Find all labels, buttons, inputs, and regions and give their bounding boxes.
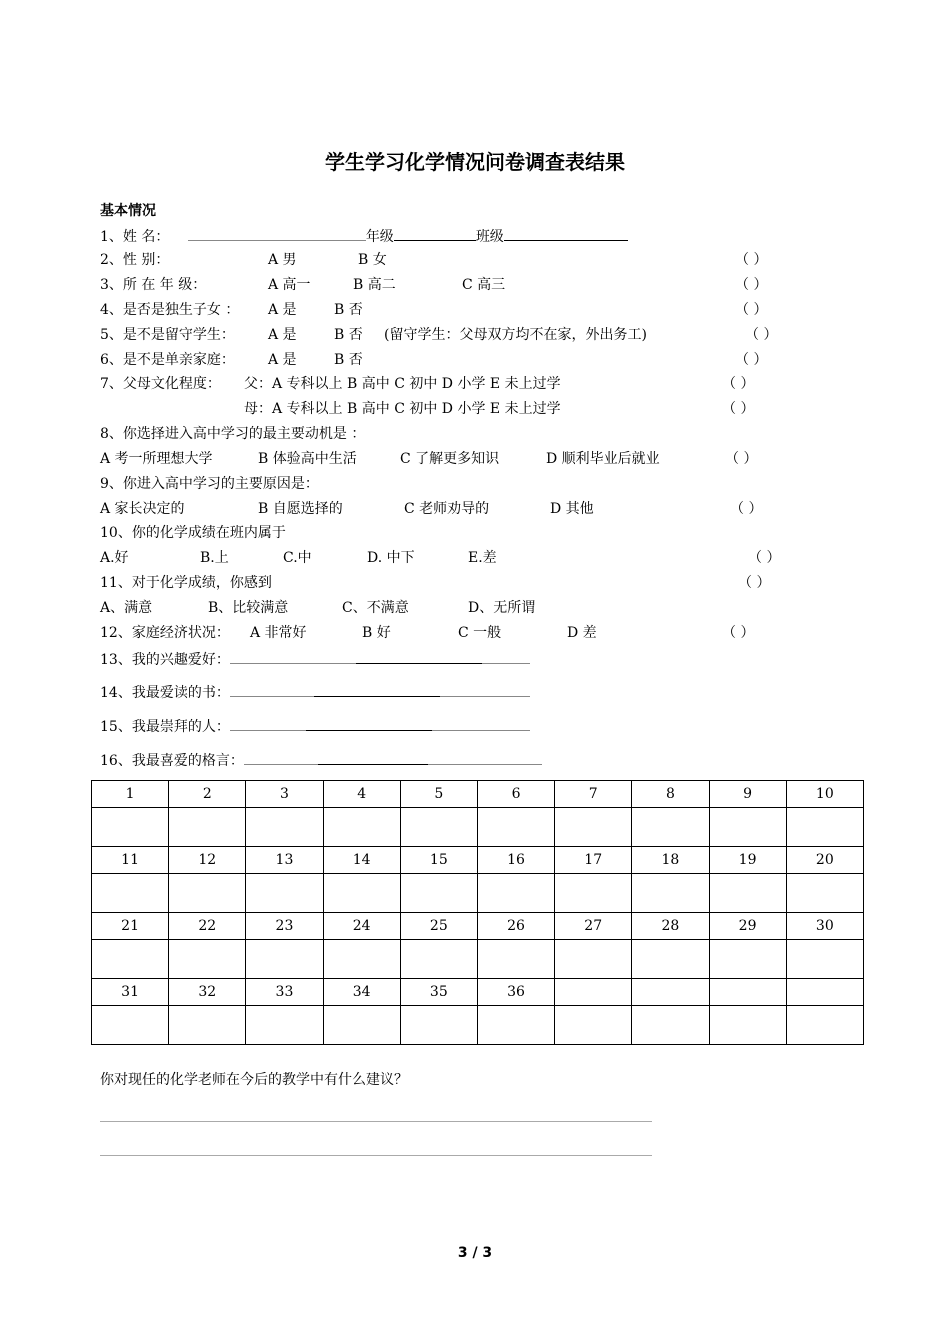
grid-answer-cell[interactable] — [323, 808, 400, 847]
question-5: 5、是不是留守学生： — [100, 327, 235, 343]
grid-number-cell: 11 — [92, 847, 169, 874]
q8-option-d[interactable]: D 顺利毕业后就业 — [546, 451, 660, 467]
grid-answer-cell[interactable] — [477, 1006, 554, 1045]
grid-answer-cell[interactable] — [632, 1006, 709, 1045]
q12-option-d[interactable]: D 差 — [567, 625, 597, 641]
grid-number-cell: 7 — [555, 781, 632, 808]
q7-mother-answer-box[interactable]: （ ） — [722, 401, 755, 417]
q3-option-a[interactable]: A 高一 — [268, 277, 311, 293]
question-7: 7、父母文化程度： — [100, 376, 221, 392]
q3-option-c[interactable]: C 高三 — [462, 277, 506, 293]
grid-answer-cell[interactable] — [555, 1006, 632, 1045]
q3-answer-box[interactable]: （ ） — [735, 277, 768, 293]
q10-option-b[interactable]: B.上 — [200, 550, 229, 566]
q5-answer-box[interactable]: （ ） — [745, 327, 778, 343]
hobby-blank[interactable] — [356, 649, 482, 664]
q5-option-a[interactable]: A 是 — [268, 327, 297, 343]
grid-number-row — [92, 781, 864, 808]
grid-number-cell: 29 — [709, 913, 786, 940]
grid-number-cell: 15 — [400, 847, 477, 874]
grid-number-cell: 35 — [400, 979, 477, 1006]
grid-answer-cell[interactable] — [555, 874, 632, 913]
grid-answer-cell[interactable] — [92, 940, 169, 979]
q10-option-e[interactable]: E.差 — [468, 550, 497, 566]
grid-answer-cell[interactable] — [400, 940, 477, 979]
q3-option-b[interactable]: B 高二 — [353, 277, 396, 293]
grid-answer-cell[interactable] — [786, 940, 863, 979]
grid-number-cell — [555, 979, 632, 1006]
question-9: 9、你进入高中学习的主要原因是： — [100, 476, 319, 492]
grid-number-cell: 12 — [169, 847, 246, 874]
grid-answer-row — [92, 1006, 864, 1045]
grid-number-cell: 6 — [477, 781, 554, 808]
grid-answer-cell[interactable] — [400, 1006, 477, 1045]
q9-option-c[interactable]: C 老师劝导的 — [404, 501, 490, 517]
q9-answer-box[interactable]: （ ） — [730, 501, 763, 517]
grid-number-cell: 23 — [246, 913, 323, 940]
q9-option-d[interactable]: D 其他 — [550, 501, 594, 517]
q12-option-c[interactable]: C 一般 — [458, 625, 502, 641]
question-13: 13、我的兴趣爱好： — [100, 649, 530, 669]
grid-number-cell: 31 — [92, 979, 169, 1006]
grid-number-cell: 14 — [323, 847, 400, 874]
grid-number-cell: 32 — [169, 979, 246, 1006]
q2-answer-box[interactable]: （ ） — [735, 252, 768, 268]
question-15: 15、我最崇拜的人： — [100, 716, 530, 736]
grid-number-cell: 26 — [477, 913, 554, 940]
q10-option-d[interactable]: D. 中下 — [367, 550, 415, 566]
grid-answer-cell[interactable] — [555, 808, 632, 847]
q11-option-d[interactable]: D、无所谓 — [468, 600, 536, 616]
question-1: 1、姓 名： 年级 班级 — [100, 226, 628, 246]
grid-answer-cell[interactable] — [632, 940, 709, 979]
grid-answer-cell[interactable] — [246, 874, 323, 913]
q4-option-b[interactable]: B 否 — [334, 302, 363, 318]
grid-answer-cell[interactable] — [92, 808, 169, 847]
grid-number-cell: 9 — [709, 781, 786, 808]
grade-blank[interactable] — [394, 226, 476, 241]
question-3: 3、所 在 年 级： — [100, 277, 207, 293]
grid-number-cell: 33 — [246, 979, 323, 1006]
q7-father-answer-box[interactable]: （ ） — [722, 376, 755, 392]
grid-answer-cell[interactable] — [786, 1006, 863, 1045]
grid-number-row — [92, 979, 864, 1006]
q6-option-b[interactable]: B 否 — [334, 352, 363, 368]
grid-answer-cell[interactable] — [632, 808, 709, 847]
q11-option-a[interactable]: A、满意 — [100, 600, 153, 616]
answer-grid — [91, 780, 864, 1045]
grid-answer-cell[interactable] — [323, 940, 400, 979]
suggestion-line-2[interactable] — [100, 1155, 652, 1156]
grid-number-cell: 1 — [92, 781, 169, 808]
grid-answer-cell[interactable] — [709, 874, 786, 913]
idol-blank[interactable] — [306, 716, 432, 731]
grid-number-cell: 27 — [555, 913, 632, 940]
grid-number-cell: 5 — [400, 781, 477, 808]
grid-number-cell: 25 — [400, 913, 477, 940]
q4-answer-box[interactable]: （ ） — [735, 302, 768, 318]
grid-number-cell: 4 — [323, 781, 400, 808]
grid-number-cell: 36 — [477, 979, 554, 1006]
grid-answer-cell[interactable] — [786, 808, 863, 847]
grid-number-cell: 22 — [169, 913, 246, 940]
grid-number-cell: 24 — [323, 913, 400, 940]
grid-answer-cell[interactable] — [632, 874, 709, 913]
grid-answer-cell[interactable] — [709, 808, 786, 847]
q12-answer-box[interactable]: （ ） — [722, 625, 755, 641]
grid-answer-cell[interactable] — [555, 940, 632, 979]
grid-answer-cell[interactable] — [169, 940, 246, 979]
q9-option-b[interactable]: B 自愿选择的 — [258, 501, 343, 517]
q8-option-a[interactable]: A 考一所理想大学 — [100, 451, 213, 467]
question-4: 4、是否是独生子女 ： — [100, 302, 240, 318]
q10-option-c[interactable]: C.中 — [283, 550, 312, 566]
q11-option-b[interactable]: B、比较满意 — [208, 600, 289, 616]
motto-blank[interactable] — [318, 750, 428, 765]
grid-number-cell: 18 — [632, 847, 709, 874]
page-title: 学生学习化学情况问卷调查表结果 — [325, 150, 625, 174]
grid-number-cell: 10 — [786, 781, 863, 808]
q8-option-b[interactable]: B 体验高中生活 — [258, 451, 357, 467]
suggestion-line-1[interactable] — [100, 1121, 652, 1122]
grid-answer-cell[interactable] — [246, 940, 323, 979]
grid-answer-cell[interactable] — [477, 808, 554, 847]
grid-number-cell: 16 — [477, 847, 554, 874]
q7-father-options[interactable]: 父：A 专科以上 B 高中 C 初中 D 小学 E 未上过学 — [244, 376, 561, 392]
q5-note: (留守学生：父母双方均不在家，外出务工) — [384, 327, 647, 343]
suggestion-question: 你对现任的化学老师在今后的教学中有什么建议？ — [100, 1072, 408, 1088]
grid-number-row — [92, 847, 864, 874]
grid-number-cell: 21 — [92, 913, 169, 940]
q12-option-a[interactable]: A 非常好 — [250, 625, 307, 641]
grid-number-cell — [709, 979, 786, 1006]
grid-number-cell: 28 — [632, 913, 709, 940]
class-blank[interactable] — [504, 226, 628, 241]
grid-number-cell: 30 — [786, 913, 863, 940]
question-11: 11、对于化学成绩，你感到 — [100, 575, 272, 591]
grid-answer-row — [92, 808, 864, 847]
book-blank[interactable] — [314, 682, 440, 697]
grid-answer-cell[interactable] — [786, 874, 863, 913]
question-16: 16、我最喜爱的格言： — [100, 750, 542, 770]
grid-answer-cell[interactable] — [323, 874, 400, 913]
grid-number-cell: 2 — [169, 781, 246, 808]
q9-option-a[interactable]: A 家长决定的 — [100, 501, 185, 517]
question-14: 14、我最爱读的书： — [100, 682, 530, 702]
question-12: 12、家庭经济状况： — [100, 625, 230, 641]
grid-answer-cell[interactable] — [246, 1006, 323, 1045]
grid-answer-cell[interactable] — [477, 874, 554, 913]
grid-answer-cell[interactable] — [92, 874, 169, 913]
q12-option-b[interactable]: B 好 — [362, 625, 391, 641]
question-10: 10、你的化学成绩在班内属于 — [100, 525, 286, 541]
page-number: 3 / 3 — [457, 1245, 493, 1261]
q10-option-a[interactable]: A.好 — [100, 550, 129, 566]
q7-mother-options[interactable]: 母：A 专科以上 B 高中 C 初中 D 小学 E 未上过学 — [244, 401, 561, 417]
q6-option-a[interactable]: A 是 — [268, 352, 297, 368]
q10-answer-box[interactable]: （ ） — [748, 550, 781, 566]
q6-answer-box[interactable]: （ ） — [735, 352, 768, 368]
grid-answer-cell[interactable] — [477, 940, 554, 979]
grid-number-cell — [786, 979, 863, 1006]
grid-answer-cell[interactable] — [246, 808, 323, 847]
grid-number-cell: 34 — [323, 979, 400, 1006]
q8-option-c[interactable]: C 了解更多知识 — [400, 451, 500, 467]
q5-option-b[interactable]: B 否 — [334, 327, 363, 343]
grid-answer-cell[interactable] — [709, 940, 786, 979]
q2-option-a[interactable]: A 男 — [268, 252, 297, 268]
grid-answer-cell[interactable] — [709, 1006, 786, 1045]
grid-answer-row — [92, 940, 864, 979]
q11-option-c[interactable]: C、不满意 — [342, 600, 409, 616]
grid-number-cell: 20 — [786, 847, 863, 874]
grid-number-cell: 8 — [632, 781, 709, 808]
q4-option-a[interactable]: A 是 — [268, 302, 297, 318]
section-heading: 基本情况 — [100, 203, 156, 219]
grid-answer-cell[interactable] — [169, 808, 246, 847]
grid-answer-cell[interactable] — [169, 1006, 246, 1045]
q11-answer-box[interactable]: （ ） — [738, 575, 771, 591]
question-8: 8、你选择进入高中学习的最主要动机是 ： — [100, 426, 366, 442]
grid-answer-cell[interactable] — [400, 808, 477, 847]
question-2: 2、性 别： — [100, 252, 170, 268]
q2-option-b[interactable]: B 女 — [358, 252, 387, 268]
grid-number-cell: 13 — [246, 847, 323, 874]
q8-answer-box[interactable]: （ ） — [725, 451, 758, 467]
grid-answer-cell[interactable] — [323, 1006, 400, 1045]
grid-number-row — [92, 913, 864, 940]
grid-number-cell: 3 — [246, 781, 323, 808]
grid-answer-cell[interactable] — [400, 874, 477, 913]
grid-number-cell: 19 — [709, 847, 786, 874]
grid-number-cell — [632, 979, 709, 1006]
grid-answer-cell[interactable] — [92, 1006, 169, 1045]
grid-answer-row — [92, 874, 864, 913]
name-blank[interactable] — [188, 226, 366, 241]
grid-answer-cell[interactable] — [169, 874, 246, 913]
question-6: 6、是不是单亲家庭： — [100, 352, 235, 368]
grid-number-cell: 17 — [555, 847, 632, 874]
